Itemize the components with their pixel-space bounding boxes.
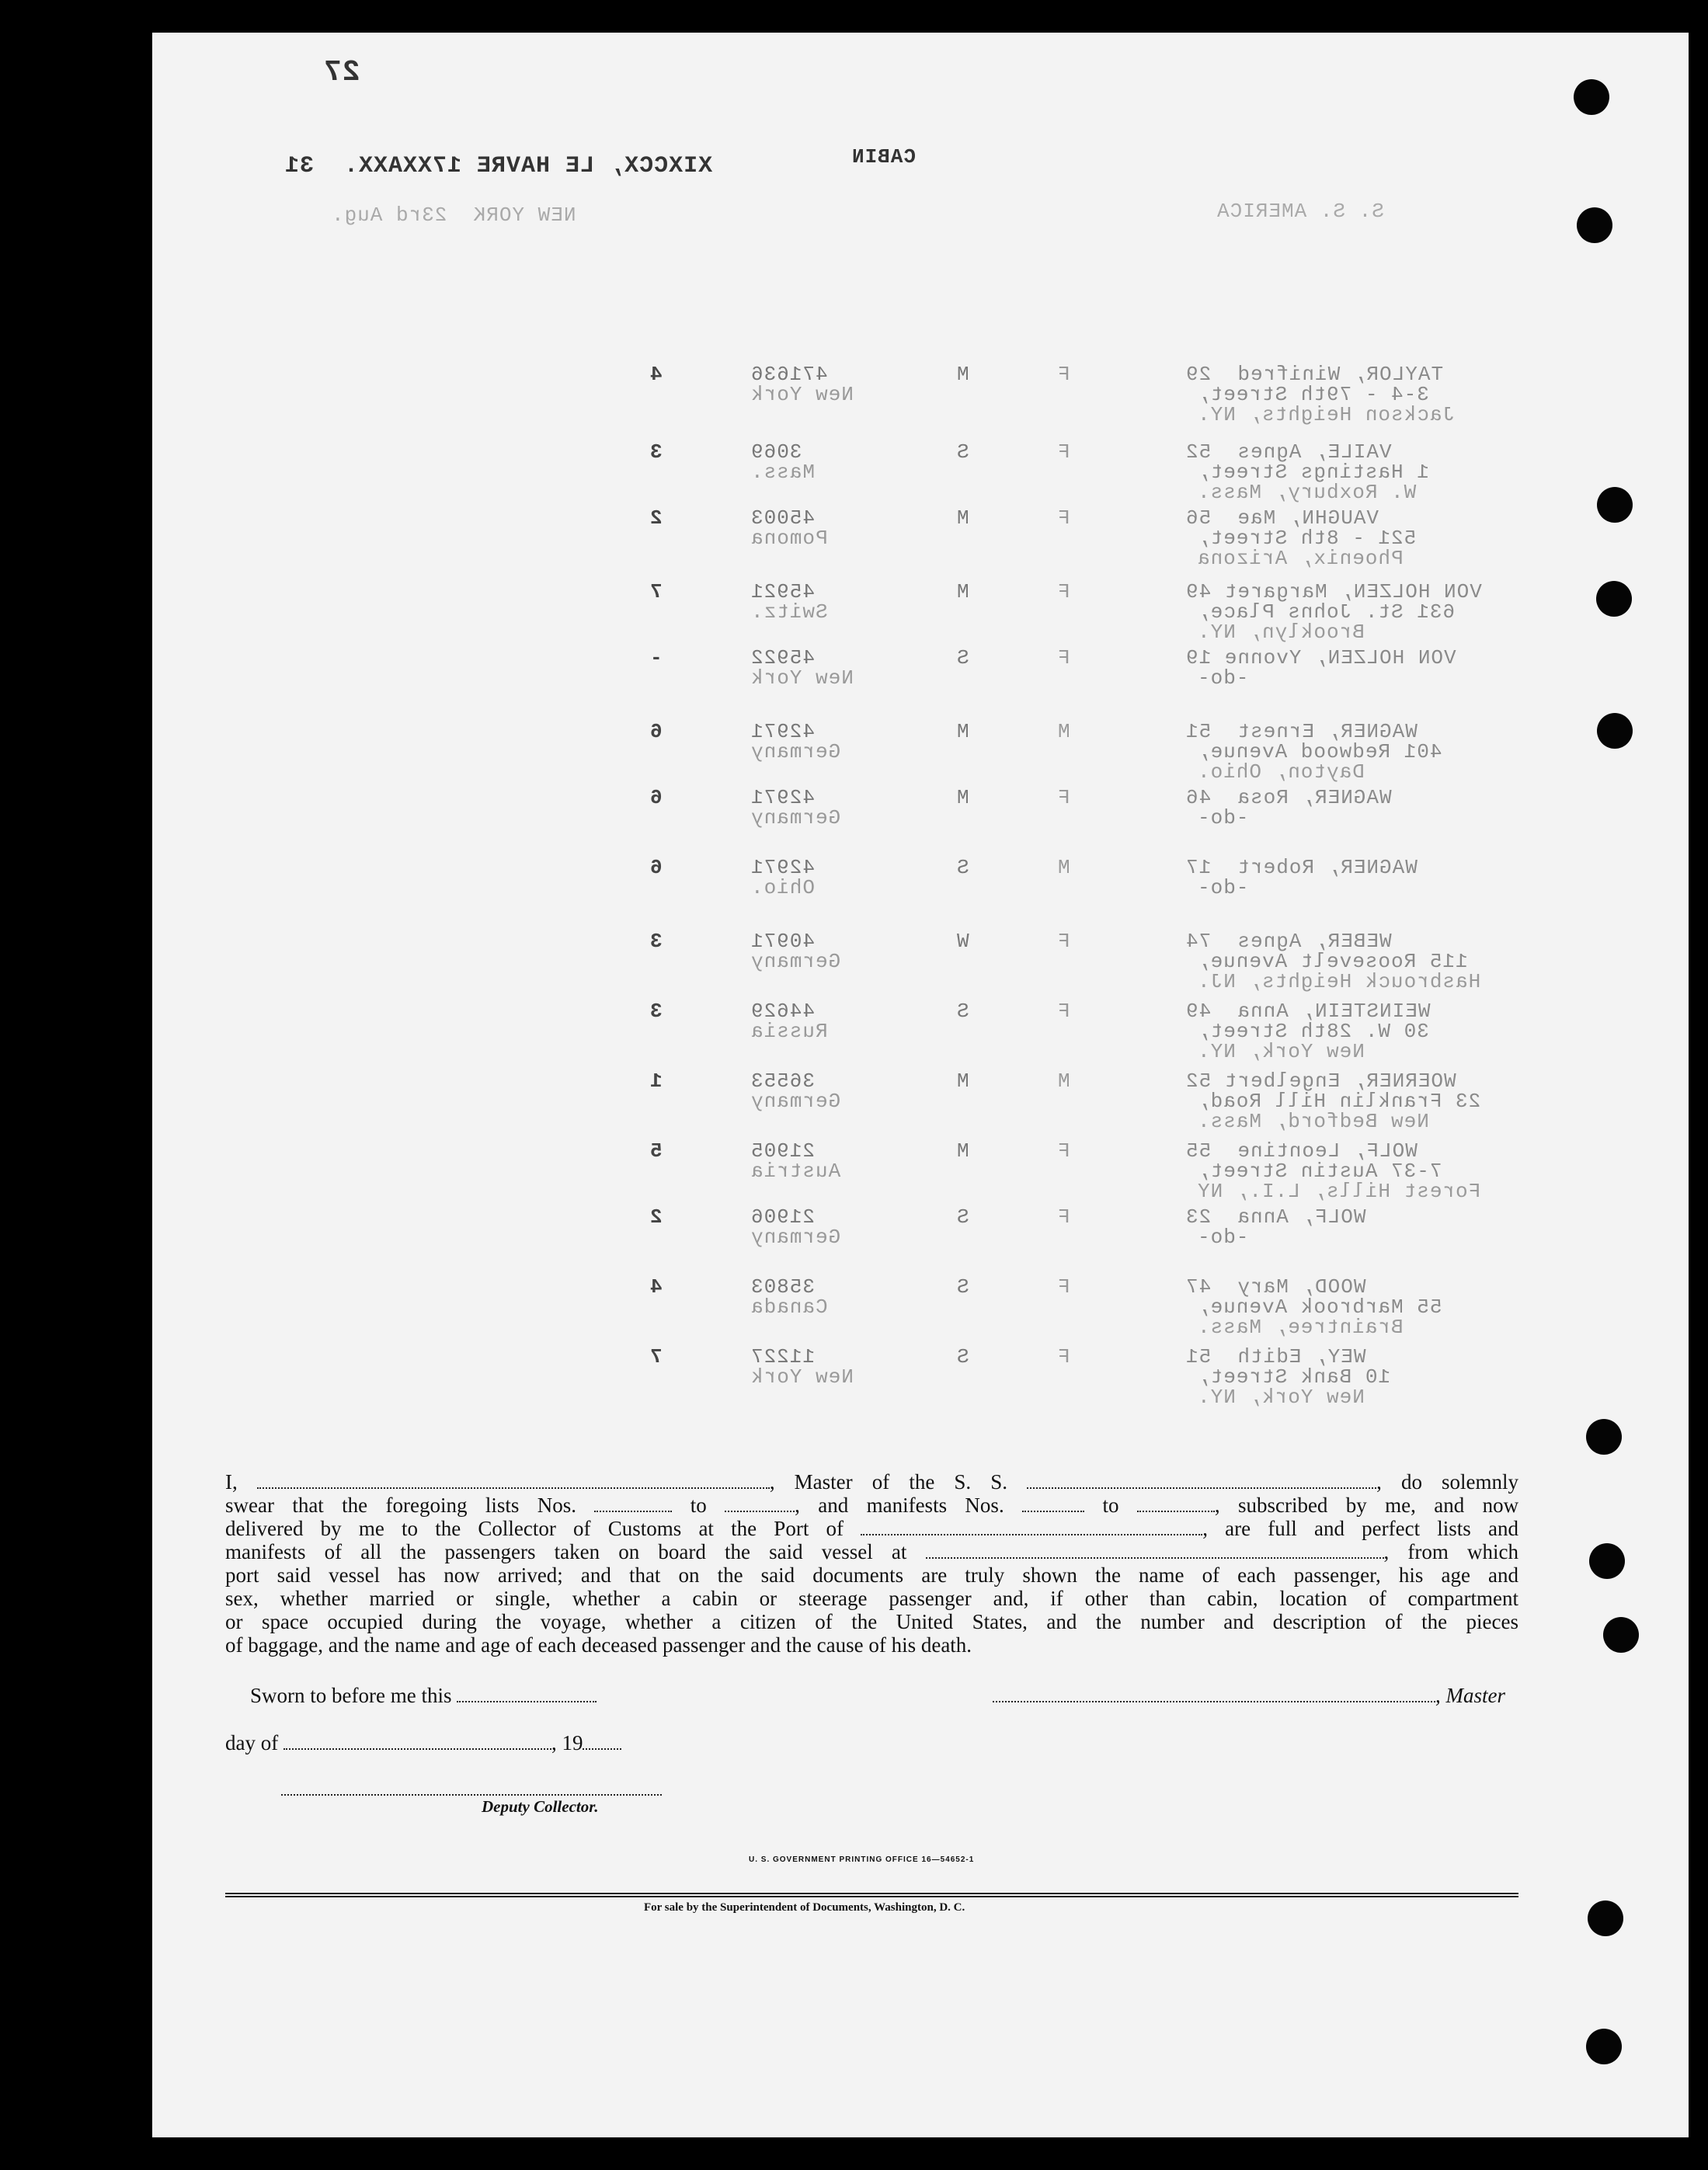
punch-hole — [1577, 207, 1612, 243]
bleed-addr: 521 - 8th Street, — [1197, 527, 1417, 550]
bleed-name: VON HOLZEN, Margaret 49 — [1185, 580, 1482, 603]
bleed-status: S — [956, 1205, 969, 1229]
port-blank[interactable] — [861, 1518, 1202, 1535]
bleed-sex: F — [1057, 1205, 1070, 1229]
bleed-addr: 10 Bank Street, — [1197, 1365, 1391, 1389]
decl-text: to — [690, 1494, 707, 1517]
punch-hole — [1596, 581, 1632, 617]
bleed-page: 7 — [649, 1345, 663, 1368]
bleed-sex: M — [1057, 720, 1070, 743]
bleed-status: M — [956, 720, 969, 743]
bleed-page: 6 — [649, 786, 663, 809]
bleed-sex: F — [1057, 1345, 1070, 1368]
bleed-sex: F — [1057, 930, 1070, 953]
bleed-addr: -do- — [1197, 666, 1249, 690]
list-from-blank[interactable] — [594, 1495, 672, 1512]
decl-text: or space occupied during the voyage, whether a citizen of the United States, and the number and description of the pieces — [225, 1610, 1518, 1633]
bleed-num: 11227 — [750, 1345, 816, 1368]
bleed-status: S — [956, 1000, 969, 1023]
decl-text: , Master of the S. S. — [769, 1470, 1008, 1494]
decl-text: , and manifests Nos. — [795, 1494, 1004, 1517]
bleed-page: 6 — [649, 856, 663, 879]
bleed-num: 45922 — [750, 646, 816, 669]
day-of-line — [225, 1731, 621, 1755]
bleed-header-ship: S. S. AMERICA — [1216, 200, 1384, 223]
bleed-city: Jackson Heights, NY. — [1197, 403, 1456, 426]
bleed-nat: Pomona — [750, 527, 828, 550]
list-to-blank[interactable] — [725, 1495, 795, 1512]
bleed-status: M — [956, 506, 969, 530]
gpo-imprint: U. S. GOVERNMENT PRINTING OFFICE 16—54652-1 — [749, 1855, 975, 1864]
bleed-name: WAGNER, Rosa 46 — [1185, 786, 1392, 809]
deputy-collector-label: Deputy Collector. — [482, 1797, 599, 1816]
bleed-addr: 3-4 - 79th Street, — [1197, 383, 1429, 406]
decl-text: manifests of all the passengers taken on board the said vessel at — [225, 1540, 907, 1563]
bleed-nat: Germany — [750, 950, 841, 973]
bleed-sex: M — [1057, 856, 1070, 879]
bleed-name: WEINSTEIN, Anna 49 — [1185, 1000, 1431, 1023]
manifest-to-blank[interactable] — [1137, 1495, 1215, 1512]
bleed-num: 21906 — [750, 1205, 816, 1229]
decl-text: sex, whether married or single, whether a cabin or steerage passenger and, if other than cabin, location of compartment — [225, 1587, 1518, 1610]
bleed-name: VAUGHN, Mae 56 — [1185, 506, 1379, 530]
master-signature-blank[interactable] — [993, 1685, 1435, 1702]
bleed-addr: 401 Redwood Avenue, — [1197, 740, 1442, 763]
punch-hole — [1597, 713, 1633, 749]
bleed-city: Phoenix, Arizona — [1197, 547, 1404, 570]
deputy-rule — [281, 1794, 662, 1796]
bleed-city: Braintree, Mass. — [1197, 1316, 1404, 1339]
bleed-name: WAGNER, Robert 17 — [1185, 856, 1418, 879]
bleed-page: 2 — [649, 506, 663, 530]
bleed-page: - — [649, 646, 663, 669]
bleed-nat: Austria — [750, 1160, 841, 1183]
bleed-sex: M — [1057, 1069, 1070, 1093]
bleed-nat: New York — [750, 666, 854, 690]
bleed-nat: Germany — [750, 806, 841, 829]
bleed-name: WOERNER, Engelbert 52 — [1185, 1069, 1456, 1093]
bleed-status: S — [956, 646, 969, 669]
bleed-name: WEY, Edith 51 — [1185, 1345, 1366, 1368]
manifest-sheet — [152, 33, 1689, 2137]
master-label: , Master — [1435, 1684, 1505, 1707]
decl-text: of baggage, and the name and age of each deceased passenger and the cause of his death. — [225, 1633, 972, 1657]
bleed-sex: F — [1057, 1139, 1070, 1163]
bleed-num: 44629 — [750, 1000, 816, 1023]
bleed-num: 21905 — [750, 1139, 816, 1163]
decl-text: delivered by me to the Collector of Customs at the Port of — [225, 1517, 844, 1540]
bleed-addr: -do- — [1197, 1226, 1249, 1249]
bleed-name: TAYLOR, Winifred 29 — [1185, 363, 1444, 386]
punch-hole — [1574, 79, 1609, 115]
bleed-nat: Germany — [750, 740, 841, 763]
bleed-name: WEBER, Agnes 74 — [1185, 930, 1392, 953]
decl-text: , are full and perfect lists and — [1202, 1517, 1518, 1540]
bleed-status: M — [956, 1069, 969, 1093]
ship-name-blank[interactable] — [1027, 1472, 1376, 1489]
bleed-num: 3069 — [750, 440, 802, 464]
bleed-page: 5 — [649, 1139, 663, 1163]
bleed-addr: 7-37 Austin Street, — [1197, 1160, 1442, 1183]
punch-hole — [1586, 1419, 1622, 1455]
bleed-page: 3 — [649, 1000, 663, 1023]
master-declaration — [225, 1470, 1518, 1657]
bleed-sex: F — [1057, 440, 1070, 464]
bleed-city: Forest Hills, L.I., NY — [1197, 1180, 1481, 1203]
day-of-blank[interactable] — [284, 1733, 551, 1750]
sworn-text — [250, 1684, 597, 1708]
bleed-sex: F — [1057, 506, 1070, 530]
bleed-addr: -do- — [1197, 806, 1249, 829]
bleed-name: VAILE, Agnes 52 — [1185, 440, 1392, 464]
bleed-status: S — [956, 1275, 969, 1299]
bleed-name: WAGNER, Ernest 51 — [1185, 720, 1418, 743]
bleed-page: 7 — [649, 580, 663, 603]
bleed-city: Brooklyn, NY. — [1197, 621, 1365, 644]
bleed-city: W. Roxbury, Mass. — [1197, 481, 1417, 504]
punch-hole — [1586, 2029, 1622, 2064]
bleed-name: VON HOLZEN, Yvonne 19 — [1185, 646, 1456, 669]
punch-hole — [1603, 1617, 1639, 1653]
bleed-nat: Switz. — [750, 600, 828, 624]
bleed-status: W — [956, 930, 969, 953]
bleed-addr: 55 Marbrook Avenue, — [1197, 1295, 1442, 1319]
day-of-label: day of — [225, 1731, 279, 1754]
footer-rule — [225, 1893, 1518, 1894]
decl-text: , do solemnly — [1376, 1470, 1519, 1494]
bleed-num: 36553 — [750, 1069, 816, 1093]
bleed-page: 4 — [649, 1275, 663, 1299]
bleed-city: New Bedford, Mass. — [1197, 1110, 1429, 1133]
master-name-blank[interactable] — [257, 1472, 770, 1489]
bleed-num: 45921 — [750, 580, 816, 603]
bleed-addr: 30 W. 28th Street, — [1197, 1020, 1429, 1043]
sworn-date-blank[interactable] — [457, 1685, 597, 1702]
decl-text: port said vessel has now arrived; and that on the said documents are truly shown the name of each passenger, his age and — [225, 1563, 1518, 1587]
bleed-num: 42971 — [750, 720, 816, 743]
punch-hole — [1588, 1900, 1623, 1936]
bleed-page: 2 — [649, 1205, 663, 1229]
bleed-addr: 1 Hastings Street, — [1197, 461, 1429, 484]
bleed-nat: Germany — [750, 1226, 841, 1249]
decl-text: I, — [225, 1470, 238, 1494]
bleed-header-left: CABIN — [851, 145, 917, 169]
bleed-status: M — [956, 1139, 969, 1163]
departure-port-blank[interactable] — [926, 1542, 1384, 1559]
bleed-page: 3 — [649, 440, 663, 464]
decl-text: swear that the foregoing lists Nos. — [225, 1494, 576, 1517]
bleed-addr: -do- — [1197, 876, 1249, 899]
year-label: , 19 — [551, 1731, 583, 1754]
manifest-from-blank[interactable] — [1022, 1495, 1084, 1512]
bleed-status: M — [956, 580, 969, 603]
decl-text: to — [1102, 1494, 1119, 1517]
bleed-city: New York, NY. — [1197, 1040, 1365, 1063]
bleed-nat: New York — [750, 383, 854, 406]
bleed-nat: Canada — [750, 1295, 828, 1319]
bleed-status: M — [956, 363, 969, 386]
bleed-sex: F — [1057, 1000, 1070, 1023]
sworn-label: Sworn to before me this — [250, 1684, 452, 1707]
punch-hole — [1597, 487, 1633, 523]
bleed-status: M — [956, 786, 969, 809]
sale-notice: For sale by the Superintendent of Documents, Washington, D. C. — [644, 1901, 965, 1914]
bleed-nat: New York — [750, 1365, 854, 1389]
bleed-page: 4 — [649, 363, 663, 386]
bleed-addr: 23 Franklin Hill Road, — [1197, 1090, 1481, 1113]
bleed-addr: 631 St. Johns Place, — [1197, 600, 1456, 624]
footer-rule — [225, 1896, 1518, 1897]
bleed-num: 42971 — [750, 786, 816, 809]
year-blank[interactable] — [583, 1733, 621, 1750]
bleed-sex: F — [1057, 363, 1070, 386]
bleed-num: 471636 — [750, 363, 828, 386]
bleed-num: 45003 — [750, 506, 816, 530]
bleed-name: WOOD, Mary 47 — [1185, 1275, 1366, 1299]
bleed-city: Dayton, Ohio. — [1197, 760, 1365, 784]
bleed-city: Hasbrouck Heights, NJ. — [1197, 970, 1481, 993]
master-signature — [993, 1684, 1505, 1708]
bleed-page: 3 — [649, 930, 663, 953]
bleed-nat: Germany — [750, 1090, 841, 1113]
bleed-status: S — [956, 1345, 969, 1368]
decl-text: , from which — [1383, 1540, 1518, 1563]
bleed-num: 40971 — [750, 930, 816, 953]
bleed-sex: F — [1057, 580, 1070, 603]
bleed-addr: 115 Roosevelt Avenue, — [1197, 950, 1468, 973]
bleed-sex: F — [1057, 646, 1070, 669]
bleed-status: S — [956, 856, 969, 879]
bleed-name: WOLF, Leontine 55 — [1185, 1139, 1418, 1163]
bleed-sex: F — [1057, 786, 1070, 809]
bleed-page: 1 — [649, 1069, 663, 1093]
bleed-num: 42971 — [750, 856, 816, 879]
bleed-name: WOLF, Anna 23 — [1185, 1205, 1366, 1229]
bleed-nat: Mass. — [750, 461, 816, 484]
bleed-page-mark: 27 — [323, 56, 360, 89]
decl-text: , subscribed by me, and now — [1214, 1494, 1519, 1517]
bleed-page: 6 — [649, 720, 663, 743]
bleed-num: 35803 — [750, 1275, 816, 1299]
bleed-city: New York, NY. — [1197, 1386, 1365, 1409]
bleed-status: S — [956, 440, 969, 464]
bleed-sex: F — [1057, 1275, 1070, 1299]
punch-hole — [1589, 1543, 1625, 1579]
bleed-header-date: NEW YORK 23rd Aug. — [331, 203, 576, 227]
bleed-nat: Russia — [750, 1020, 828, 1043]
bleed-header-mid: XIXCCX, LE HAVRE 17XXAXX. 31 — [284, 153, 713, 179]
bleed-nat: Ohio. — [750, 876, 816, 899]
